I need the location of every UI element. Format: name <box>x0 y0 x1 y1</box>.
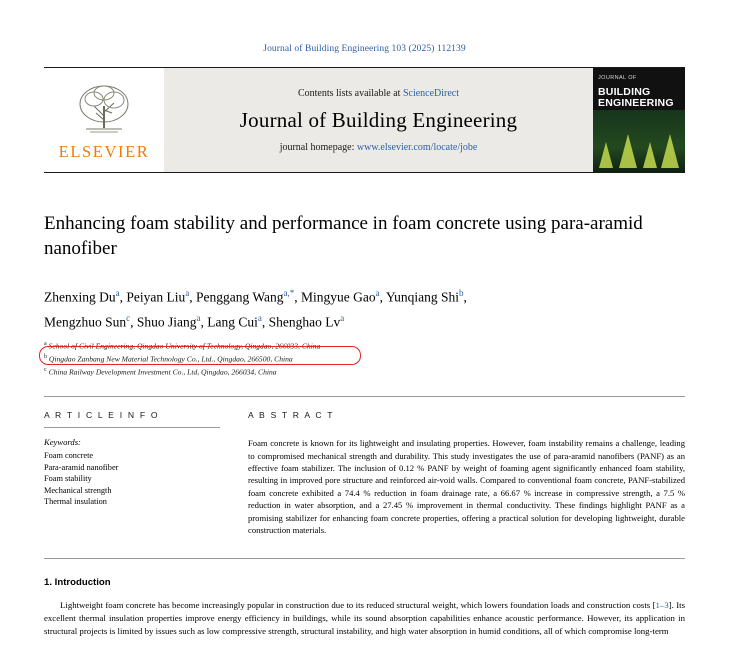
author-name: Mingyue Gao <box>301 289 376 305</box>
running-head: Journal of Building Engineering 103 (2025) 112139 <box>263 44 466 54</box>
cover-artwork <box>593 110 685 172</box>
affiliation-list <box>44 339 685 378</box>
affiliation-item <box>44 352 685 365</box>
author-mark: a <box>257 312 262 323</box>
contents-available-line <box>298 88 459 99</box>
keywords-label: Keywords: <box>44 437 81 448</box>
author-line-2: Mengzhuo Sun$^c$, Shuo Jiang$^a$, Lang Cui$^a$, Shenghao Lv$^a$ <box>44 312 345 329</box>
abstract-text: Foam concrete is known for its lightweight and insulating properties. However, foam instability remains a challenge, leading to compromised mechanical strength and durability. This study investigates the use of para-aramid nanofibers (PANF) as an effective foam stabilizer. The inclusion of 0.12 % PANF by weight of foaming agent significantly enhanced foam stability, resulting in improved pore structure and reinforced air-void walls. Compared to conventional foam concrete, PANF-stabilized foam concrete exhibited a 74.4 % reduction in foam drainage rate, a 66.67 % increase in compressive strength, a 7.5 % reduction in water absorption, and a 27.45 % improvement in thermal conductivity. These findings highlight PANF as a promising stabilizer for enhancing foam concrete properties, offering a practical solution for developing lightweight, durable construction materials. <box>248 438 685 535</box>
elsevier-wordmark: ELSEVIER <box>58 142 150 161</box>
sciencedirect-link[interactable]: ScienceDirect <box>402 87 460 99</box>
author-mark: a <box>196 312 201 323</box>
journal-cover-image <box>593 68 685 172</box>
keyword-item: Para-aramid nanofiber <box>44 462 119 472</box>
keywords-list <box>44 450 220 508</box>
author-mark: a <box>115 288 120 298</box>
info-abstract-row <box>44 410 685 536</box>
journal-masthead <box>44 67 685 173</box>
keyword-item: Foam stability <box>44 474 92 484</box>
contents-prefix: Contents lists available at <box>297 87 403 99</box>
affiliation-mark: b <box>44 354 47 361</box>
author-mark: a <box>340 312 345 323</box>
author-list <box>44 283 685 332</box>
page-title: Enhancing foam stability and performance in foam concrete using para-aramid nanofiber <box>44 213 643 259</box>
author-name: Peiyan Liu <box>126 289 186 305</box>
author-name: Lang Cui <box>207 314 258 329</box>
divider-below-abstract <box>44 558 685 559</box>
intro-text-part2: ]. Its excellent thermal insulation properties improve energy efficiency in buildings, while its sound absorption capabilities enhance acoustic performance. However, its application in structural projects is limited by issues such as low compressive strength, structural instability, and high water absorption in humid conditions, all of which compromise long-term <box>44 600 686 636</box>
cover-kicker: JOURNAL OF <box>598 75 637 81</box>
homepage-prefix: journal homepage: <box>279 141 357 153</box>
cover-title-text <box>598 73 680 110</box>
keyword-item: Thermal insulation <box>44 497 107 507</box>
affiliation-item <box>44 365 685 378</box>
affiliation-text: China Railway Development Investment Co., Ltd, Qingdao, 266034, China <box>48 367 277 377</box>
introduction-paragraph <box>44 599 685 637</box>
author-mark: a,* <box>283 288 295 298</box>
cover-title-line1: BUILDING <box>598 85 651 98</box>
article-info-rule <box>44 427 220 428</box>
author-name: Penggang Wang <box>196 289 284 305</box>
affiliation-text: School of Civil Engineering, Qingdao University of Technology, Qingdao, 266033, China <box>48 341 321 351</box>
citation-link[interactable]: 1–3 <box>655 600 669 611</box>
author-mark: a <box>185 288 190 298</box>
elsevier-logo <box>44 68 164 172</box>
author-name: Zhenxing Du <box>44 289 116 305</box>
keyword-item: Mechanical strength <box>44 485 112 495</box>
author-name: Mengzhuo Sun <box>44 314 127 329</box>
author-mark: a <box>375 288 380 298</box>
elsevier-tree-icon <box>72 82 136 140</box>
author-mark: b <box>459 288 464 298</box>
journal-homepage-link[interactable]: www.elsevier.com/locate/jobe <box>356 141 478 153</box>
affiliation-mark: a <box>44 341 47 347</box>
section-heading-introduction: 1. Introduction <box>44 577 111 589</box>
article-info-heading: A R T I C L E I N F O <box>44 410 160 421</box>
author-line-1: Zhenxing Du$^a$, Peiyan Liu$^a$, Penggang Wang$^{a,*}$, Mingyue Gao$^a$, Yunqiang Shi$^b$, <box>44 288 467 305</box>
affiliation-text: Qingdao Zanbang New Material Technology Co., Ltd., Qingdao, 266500, China <box>48 354 293 364</box>
affiliation-item <box>44 339 685 352</box>
affiliation-mark: c <box>44 367 47 374</box>
abstract-heading: A B S T R A C T <box>248 410 335 421</box>
author-name: Yunqiang Shi <box>385 289 460 305</box>
abstract-column <box>248 410 685 536</box>
journal-title: Journal of Building Engineering <box>239 107 518 132</box>
author-name: Shuo Jiang <box>136 314 197 329</box>
journal-center-block <box>164 68 593 172</box>
author-name: Shenghao Lv <box>268 314 341 329</box>
intro-text-part1: Lightweight foam concrete has become increasingly popular in construction due to its reduced structural weight, which lowers foundation loads and construction costs [ <box>60 600 656 611</box>
author-mark: c <box>126 312 131 323</box>
keyword-item: Foam concrete <box>44 451 94 461</box>
journal-homepage-line <box>280 142 478 153</box>
cover-title-line2: ENGINEERING <box>598 97 674 109</box>
article-info-column <box>44 410 220 536</box>
divider-above-abstract <box>44 396 685 397</box>
